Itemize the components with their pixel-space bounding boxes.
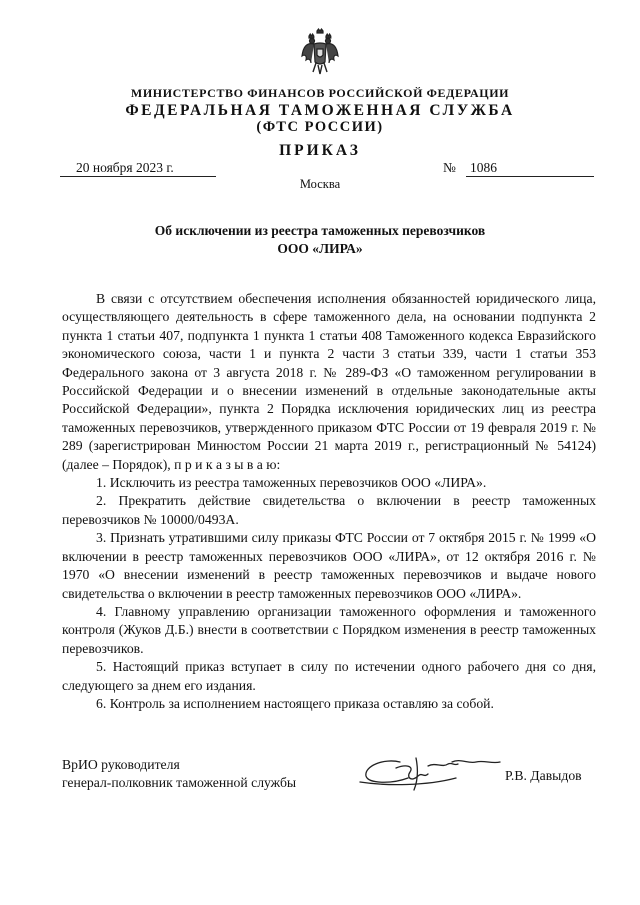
order-date: 20 ноября 2023 г. bbox=[60, 160, 216, 177]
handwritten-signature-icon bbox=[356, 748, 504, 794]
order-item-2: 2. Прекратить действие свидетельства о включении в реестр таможенных перевозчиков № 10000/0493А. bbox=[62, 493, 596, 527]
order-item-4: 4. Главному управлению организации таможенного оформления и таможенного контроля (Жуков Д.Б.) внести в соответствии с Порядком изменения в реестр таможенных перевозчиков. bbox=[62, 603, 596, 656]
preamble: В связи с отсутствием обеспечения исполнения обязанностей юридического лица, осуществляющего деятельность в сфере таможенного дела, на основании подпункта 2 пункта 1 статьи 407, подпункта 1 пункта 1 статьи 408 Таможенного кодекса Евразийского экономического союза, части 1 и пункта 2 части 3 статьи 339, части 1 статьи 353 Федерального закона от 3 августа 2018 г. № 289-ФЗ «О таможенном регулировании в Российской Федерации и о внесении изменений в отдельные законодательные акты Российской Федерации», пункта 2 Порядка исключения юридических лиц из реестра таможенных перевозчиков, утвержденного приказом ФТС России от 19 февраля 2019 г. № 289 (зарегистрирован Минюстом России 21 марта 2019 г., регистрационный № 54124) (далее – Порядок), п р и к а з ы в а ю: bbox=[62, 291, 596, 472]
subject-line-1: Об исключении из реестра таможенных перевозчиков bbox=[154, 223, 486, 238]
order-item-5: 5. Настоящий приказ вступает в силу по истечении одного рабочего дня со дня, следующего за днем его издания. bbox=[62, 659, 596, 693]
order-item-1: 1. Исключить из реестра таможенных перевозчиков ООО «ЛИРА». bbox=[96, 475, 487, 491]
city: Москва bbox=[299, 177, 341, 191]
service-title: ФЕДЕРАЛЬНАЯ ТАМОЖЕННАЯ СЛУЖБА bbox=[125, 102, 515, 119]
ministry-title: МИНИСТЕРСТВО ФИНАНСОВ РОССИЙСКОЙ ФЕДЕРАЦИИ bbox=[130, 86, 510, 100]
order-item-3: 3. Признать утратившими силу приказы ФТС России от 7 октября 2015 г. № 1999 «О включении в реестр таможенных перевозчиков ООО «ЛИРА», от 12 октября 2016 г. № 1970 «О внесении изменений в реестр таможенных перевозчиков и выдаче нового свидетельства о включении в реестр таможенных перевозчиков ООО «ЛИРА». bbox=[62, 530, 596, 601]
double-headed-eagle-emblem-icon bbox=[300, 28, 340, 76]
order-number-sign: № bbox=[443, 160, 456, 175]
service-abbreviation: (ФТС РОССИИ) bbox=[256, 119, 384, 135]
order-item-6: 6. Контроль за исполнением настоящего приказа оставляю за собой. bbox=[96, 695, 494, 711]
order-body bbox=[62, 290, 596, 713]
order-number: 1086 bbox=[466, 160, 594, 177]
signer-position-line-1: ВрИО руководителя bbox=[62, 757, 180, 772]
subject-line-2: ООО «ЛИРА» bbox=[277, 241, 363, 256]
signer-position-line-2: генерал-полковник таможенной службы bbox=[62, 775, 297, 790]
signer-name: Р.В. Давыдов bbox=[505, 768, 582, 783]
document-type: ПРИКАЗ bbox=[279, 142, 361, 159]
